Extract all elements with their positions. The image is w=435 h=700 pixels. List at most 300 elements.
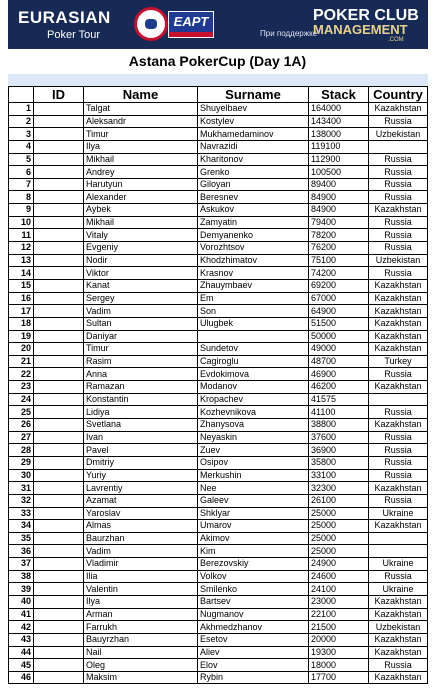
country-cell: Kazakhstan (369, 279, 428, 292)
country-cell: Russia (369, 570, 428, 583)
table-row (9, 570, 428, 583)
id-cell (34, 608, 84, 621)
name-cell: Harutyun (84, 178, 198, 191)
surname-cell: Sundetov (198, 343, 309, 356)
stack-cell: 37600 (309, 431, 369, 444)
id-cell (34, 140, 84, 153)
country-cell: Kazakhstan (369, 633, 428, 646)
table-row (9, 115, 428, 128)
id-cell (34, 633, 84, 646)
table-row (9, 267, 428, 280)
surname-cell: Modanov (198, 381, 309, 394)
surname-cell (198, 330, 309, 343)
row-number-cell: 41 (9, 608, 34, 621)
row-number-cell: 26 (9, 419, 34, 432)
id-cell (34, 166, 84, 179)
chip-count-table (8, 86, 428, 684)
country-cell: Kazakhstan (369, 671, 428, 684)
country-cell: Russia (369, 115, 428, 128)
surname-cell: Demyanenko (198, 229, 309, 242)
id-cell (34, 279, 84, 292)
id-cell (34, 229, 84, 242)
name-cell: Anna (84, 368, 198, 381)
eapt-badge-stripe (169, 32, 213, 37)
surname-cell: Cagiroglu (198, 355, 309, 368)
row-number-cell: 31 (9, 482, 34, 495)
row-number-cell: 46 (9, 671, 34, 684)
stack-cell: 51500 (309, 317, 369, 330)
row-number-cell: 24 (9, 393, 34, 406)
table-row (9, 103, 428, 116)
country-cell: Uzbekistan (369, 128, 428, 141)
row-number-cell: 12 (9, 242, 34, 255)
id-cell (34, 305, 84, 318)
country-cell: Russia (369, 494, 428, 507)
name-cell: Lidiya (84, 406, 198, 419)
country-cell: Russia (369, 431, 428, 444)
surname-cell: Giloyan (198, 178, 309, 191)
stack-cell: 46900 (309, 368, 369, 381)
row-number-cell: 28 (9, 444, 34, 457)
stack-cell: 35800 (309, 456, 369, 469)
row-number-cell: 27 (9, 431, 34, 444)
surname-cell: Navrazidi (198, 140, 309, 153)
row-number-cell: 17 (9, 305, 34, 318)
row-number-cell: 30 (9, 469, 34, 482)
stack-cell: 112900 (309, 153, 369, 166)
id-cell (34, 191, 84, 204)
stack-cell: 19300 (309, 646, 369, 659)
id-cell (34, 583, 84, 596)
id-cell (34, 343, 84, 356)
stack-cell: 24600 (309, 570, 369, 583)
id-cell (34, 646, 84, 659)
table-row (9, 494, 428, 507)
row-number-cell: 10 (9, 216, 34, 229)
stack-cell: 48700 (309, 355, 369, 368)
id-cell (34, 393, 84, 406)
row-number-cell: 44 (9, 646, 34, 659)
country-cell: Kazakhstan (369, 595, 428, 608)
table-row (9, 406, 428, 419)
country-cell (369, 532, 428, 545)
dotcom-logo-text: .COM (388, 37, 404, 43)
stack-cell: 21500 (309, 621, 369, 634)
name-cell: Viktor (84, 267, 198, 280)
name-cell: Nodir (84, 254, 198, 267)
id-cell (34, 520, 84, 533)
country-column-header: Country (369, 87, 428, 103)
table-row (9, 368, 428, 381)
row-number-cell: 16 (9, 292, 34, 305)
name-cell: Mikhail (84, 153, 198, 166)
table-row (9, 419, 428, 432)
stack-cell: 36900 (309, 444, 369, 457)
id-cell (34, 431, 84, 444)
id-cell (34, 242, 84, 255)
stack-cell: 69200 (309, 279, 369, 292)
eapt-emblem-icon (134, 7, 168, 41)
eurasian-logo-text: EURASIAN (18, 8, 111, 27)
surname-cell: Elov (198, 659, 309, 672)
country-cell (369, 140, 428, 153)
name-cell: Sergey (84, 292, 198, 305)
surname-cell: Galeev (198, 494, 309, 507)
surname-cell: Kharitonov (198, 153, 309, 166)
stack-cell: 138000 (309, 128, 369, 141)
name-cell: Timur (84, 343, 198, 356)
name-cell: Vadim (84, 545, 198, 558)
name-cell: Pavel (84, 444, 198, 457)
stack-cell: 25000 (309, 545, 369, 558)
id-cell (34, 482, 84, 495)
surname-cell: Umarov (198, 520, 309, 533)
surname-cell: Zuev (198, 444, 309, 457)
country-cell: Kazakhstan (369, 608, 428, 621)
country-cell: Russia (369, 216, 428, 229)
stack-cell: 79400 (309, 216, 369, 229)
header-band (8, 74, 428, 86)
header-banner (8, 0, 428, 49)
name-cell: Nail (84, 646, 198, 659)
id-cell (34, 406, 84, 419)
name-cell: Oleg (84, 659, 198, 672)
surname-cell: Vorozhtsov (198, 242, 309, 255)
name-cell: Dmitriy (84, 456, 198, 469)
row-number-cell: 25 (9, 406, 34, 419)
stack-cell: 25000 (309, 520, 369, 533)
row-number-cell: 36 (9, 545, 34, 558)
name-cell: Baurzhan (84, 532, 198, 545)
name-cell: Azamat (84, 494, 198, 507)
country-cell: Kazakhstan (369, 343, 428, 356)
country-cell: Kazakhstan (369, 305, 428, 318)
table-row (9, 507, 428, 520)
table-row (9, 128, 428, 141)
stack-cell: 50000 (309, 330, 369, 343)
table-row (9, 343, 428, 356)
name-cell: Andrey (84, 166, 198, 179)
table-row (9, 532, 428, 545)
table-row (9, 216, 428, 229)
country-cell: Russia (369, 191, 428, 204)
surname-cell: Askukov (198, 204, 309, 217)
stack-cell: 143400 (309, 115, 369, 128)
name-cell: Vitaly (84, 229, 198, 242)
surname-column-header: Surname (198, 87, 309, 103)
id-cell (34, 317, 84, 330)
id-cell (34, 153, 84, 166)
surname-cell: Aliev (198, 646, 309, 659)
country-cell: Uzbekistan (369, 254, 428, 267)
table-row (9, 178, 428, 191)
row-number-cell: 4 (9, 140, 34, 153)
name-cell: Vadim (84, 305, 198, 318)
name-cell: Talgat (84, 103, 198, 116)
name-cell: Ilya (84, 595, 198, 608)
stack-cell: 26100 (309, 494, 369, 507)
table-row (9, 646, 428, 659)
name-cell: Konstantin (84, 393, 198, 406)
id-cell (34, 292, 84, 305)
management-logo-text: MANAGEMENT (313, 22, 408, 37)
id-cell (34, 128, 84, 141)
name-cell: Ramazan (84, 381, 198, 394)
country-cell: Kazakhstan (369, 381, 428, 394)
surname-cell: Bartsev (198, 595, 309, 608)
surname-cell: Shklyar (198, 507, 309, 520)
name-cell: Evgeniy (84, 242, 198, 255)
surname-cell: Shuyelbaev (198, 103, 309, 116)
table-row (9, 292, 428, 305)
name-cell: Rasim (84, 355, 198, 368)
name-cell: Alexander (84, 191, 198, 204)
surname-cell: Zhanysova (198, 419, 309, 432)
row-number-cell: 40 (9, 595, 34, 608)
stack-cell: 25000 (309, 507, 369, 520)
name-cell: Arman (84, 608, 198, 621)
id-cell (34, 267, 84, 280)
country-cell (369, 545, 428, 558)
country-cell: Russia (369, 166, 428, 179)
name-cell: Sultan (84, 317, 198, 330)
stack-cell: 38800 (309, 419, 369, 432)
stack-column-header: Stack (309, 87, 369, 103)
id-cell (34, 368, 84, 381)
table-row (9, 242, 428, 255)
sponsor-note: При поддержке (260, 29, 318, 38)
surname-cell: Beresnev (198, 191, 309, 204)
name-cell: Lavrentiy (84, 482, 198, 495)
table-row (9, 166, 428, 179)
name-cell: Ilia (84, 570, 198, 583)
id-column-header: ID (34, 87, 84, 103)
stack-cell: 78200 (309, 229, 369, 242)
name-cell: Vladimir (84, 558, 198, 571)
stack-cell: 22100 (309, 608, 369, 621)
table-row (9, 140, 428, 153)
id-cell (34, 419, 84, 432)
row-number-cell: 45 (9, 659, 34, 672)
stack-cell: 84900 (309, 191, 369, 204)
table-row (9, 305, 428, 318)
country-cell: Uzbekistan (369, 621, 428, 634)
name-cell: Ilya (84, 140, 198, 153)
country-cell: Russia (369, 469, 428, 482)
country-cell: Turkey (369, 355, 428, 368)
row-number-cell: 1 (9, 103, 34, 116)
id-cell (34, 532, 84, 545)
stack-cell: 25000 (309, 532, 369, 545)
id-cell (34, 355, 84, 368)
surname-cell: Zamyatin (198, 216, 309, 229)
name-cell: Almas (84, 520, 198, 533)
table-row (9, 583, 428, 596)
row-number-cell: 11 (9, 229, 34, 242)
surname-cell: Akhmedzhanov (198, 621, 309, 634)
country-cell: Kazakhstan (369, 204, 428, 217)
surname-cell: Kropachev (198, 393, 309, 406)
name-cell: Valentin (84, 583, 198, 596)
row-number-cell: 14 (9, 267, 34, 280)
table-row (9, 633, 428, 646)
table-row (9, 482, 428, 495)
surname-cell: Khodzhimatov (198, 254, 309, 267)
name-cell: Mikhail (84, 216, 198, 229)
table-row (9, 431, 428, 444)
row-number-cell: 19 (9, 330, 34, 343)
country-cell: Russia (369, 659, 428, 672)
table-row (9, 330, 428, 343)
row-number-cell: 21 (9, 355, 34, 368)
table-row (9, 659, 428, 672)
stack-cell: 20000 (309, 633, 369, 646)
surname-cell: Evdokimova (198, 368, 309, 381)
name-column-header: Name (84, 87, 198, 103)
row-number-header (9, 87, 34, 103)
stack-cell: 75100 (309, 254, 369, 267)
surname-cell: Mukhamedaminov (198, 128, 309, 141)
stack-cell: 24900 (309, 558, 369, 571)
country-cell (369, 393, 428, 406)
row-number-cell: 37 (9, 558, 34, 571)
id-cell (34, 671, 84, 684)
country-cell: Kazakhstan (369, 292, 428, 305)
name-cell: Farrukh (84, 621, 198, 634)
stack-cell: 67000 (309, 292, 369, 305)
row-number-cell: 6 (9, 166, 34, 179)
surname-cell: Ulugbek (198, 317, 309, 330)
surname-cell: Em (198, 292, 309, 305)
table-row (9, 381, 428, 394)
surname-cell: Berezovskiy (198, 558, 309, 571)
name-cell: Daniyar (84, 330, 198, 343)
id-cell (34, 115, 84, 128)
id-cell (34, 204, 84, 217)
surname-cell: Zhauymbaev (198, 279, 309, 292)
table-body (9, 103, 428, 684)
row-number-cell: 33 (9, 507, 34, 520)
table-row (9, 671, 428, 684)
country-cell: Russia (369, 178, 428, 191)
id-cell (34, 570, 84, 583)
row-number-cell: 23 (9, 381, 34, 394)
row-number-cell: 38 (9, 570, 34, 583)
surname-cell: Kim (198, 545, 309, 558)
name-cell: Kanat (84, 279, 198, 292)
surname-cell: Nugmanov (198, 608, 309, 621)
eapt-badge-text: EAPT (173, 14, 209, 29)
name-cell: Yaroslav (84, 507, 198, 520)
stack-cell: 23000 (309, 595, 369, 608)
country-cell: Russia (369, 368, 428, 381)
stack-cell: 49000 (309, 343, 369, 356)
table-row (9, 204, 428, 217)
id-cell (34, 456, 84, 469)
table-row (9, 520, 428, 533)
id-cell (34, 254, 84, 267)
table-row (9, 393, 428, 406)
surname-cell: Grenko (198, 166, 309, 179)
surname-cell: Osipov (198, 456, 309, 469)
table-row (9, 317, 428, 330)
surname-cell: Merkushin (198, 469, 309, 482)
row-number-cell: 18 (9, 317, 34, 330)
stack-cell: 119100 (309, 140, 369, 153)
table-row (9, 469, 428, 482)
country-cell: Russia (369, 456, 428, 469)
row-number-cell: 35 (9, 532, 34, 545)
country-cell: Russia (369, 406, 428, 419)
table-row (9, 191, 428, 204)
row-number-cell: 32 (9, 494, 34, 507)
table-row (9, 254, 428, 267)
surname-cell: Son (198, 305, 309, 318)
id-cell (34, 381, 84, 394)
stack-cell: 84900 (309, 204, 369, 217)
surname-cell: Neyaskin (198, 431, 309, 444)
stack-cell: 64900 (309, 305, 369, 318)
surname-cell: Rybin (198, 671, 309, 684)
stack-cell: 41100 (309, 406, 369, 419)
country-cell: Russia (369, 153, 428, 166)
country-cell: Kazakhstan (369, 103, 428, 116)
stack-cell: 24100 (309, 583, 369, 596)
row-number-cell: 7 (9, 178, 34, 191)
name-cell: Svetlana (84, 419, 198, 432)
table-row (9, 229, 428, 242)
row-number-cell: 20 (9, 343, 34, 356)
stack-cell: 18000 (309, 659, 369, 672)
row-number-cell: 3 (9, 128, 34, 141)
row-number-cell: 15 (9, 279, 34, 292)
country-cell: Kazakhstan (369, 646, 428, 659)
id-cell (34, 595, 84, 608)
stack-cell: 46200 (309, 381, 369, 394)
row-number-cell: 5 (9, 153, 34, 166)
country-cell: Russia (369, 444, 428, 457)
surname-cell: Akimov (198, 532, 309, 545)
table-row (9, 456, 428, 469)
country-cell: Ukraine (369, 558, 428, 571)
name-cell: Yuriy (84, 469, 198, 482)
stack-cell: 33100 (309, 469, 369, 482)
surname-cell: Kostylev (198, 115, 309, 128)
surname-cell: Nee (198, 482, 309, 495)
surname-cell: Krasnov (198, 267, 309, 280)
name-cell: Aleksandr (84, 115, 198, 128)
page-title: Astana PokerCup (Day 1A) (128, 53, 307, 69)
country-cell: Russia (369, 242, 428, 255)
id-cell (34, 178, 84, 191)
row-number-cell: 22 (9, 368, 34, 381)
table-header-row (9, 87, 428, 103)
country-cell: Kazakhstan (369, 317, 428, 330)
row-number-cell: 9 (9, 204, 34, 217)
table-row (9, 279, 428, 292)
table-row (9, 608, 428, 621)
row-number-cell: 42 (9, 621, 34, 634)
country-cell: Kazakhstan (369, 520, 428, 533)
id-cell (34, 469, 84, 482)
stack-cell: 164000 (309, 103, 369, 116)
row-number-cell: 2 (9, 115, 34, 128)
stack-cell: 41575 (309, 393, 369, 406)
country-cell: Kazakhstan (369, 482, 428, 495)
surname-cell: Kozhevnikova (198, 406, 309, 419)
name-cell: Timur (84, 128, 198, 141)
row-number-cell: 39 (9, 583, 34, 596)
